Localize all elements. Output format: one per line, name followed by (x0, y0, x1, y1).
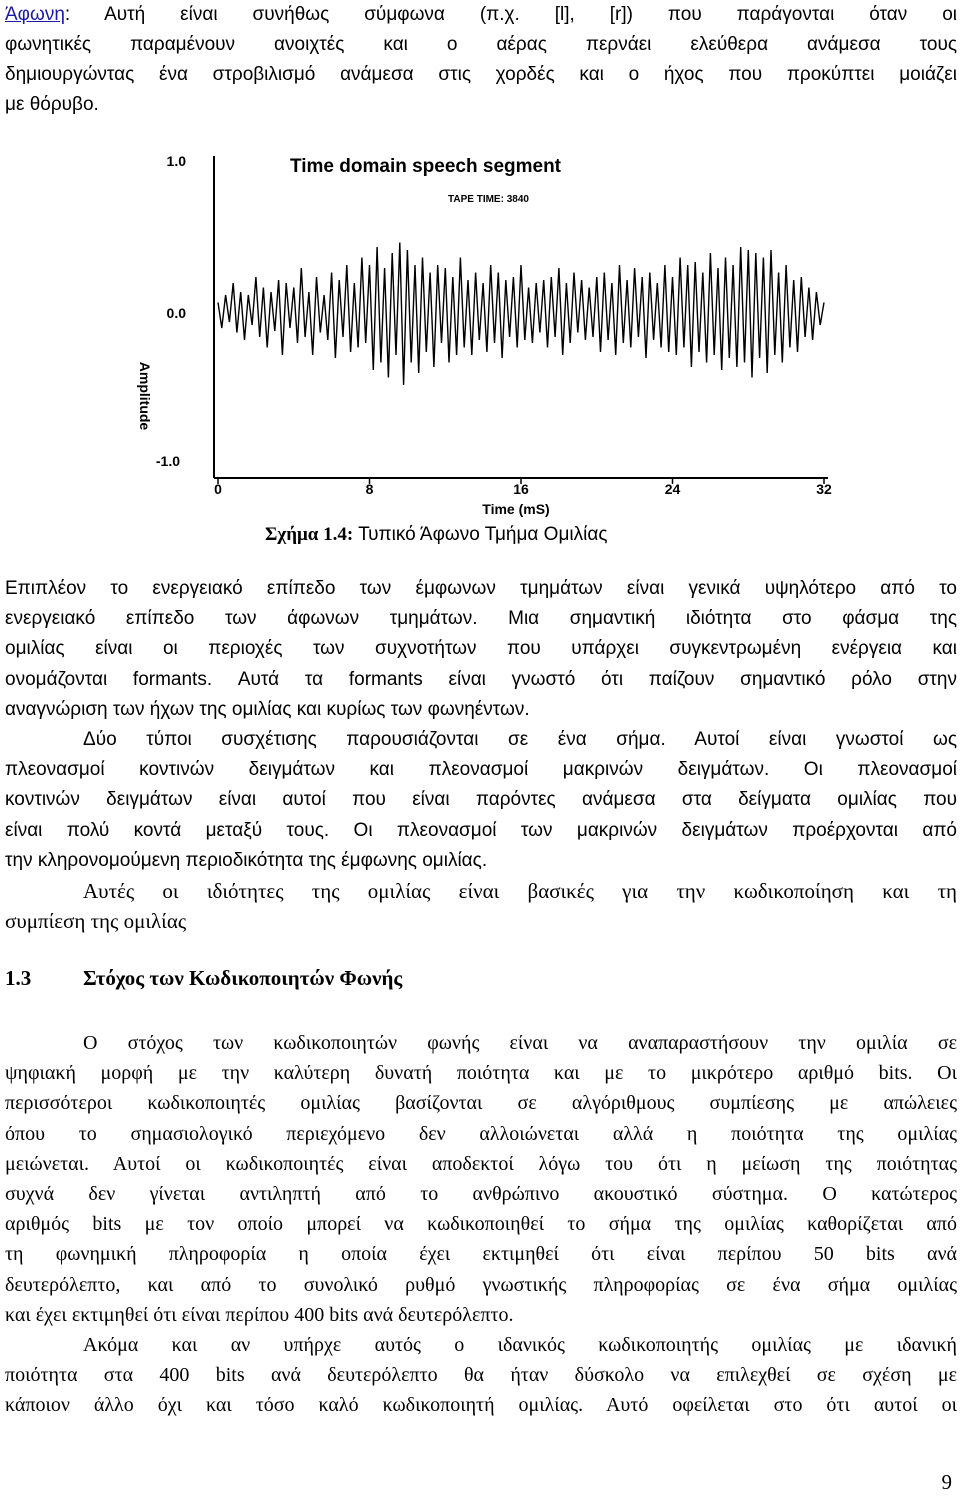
intro-paragraph (5, 0, 957, 120)
caption-label: Σχήμα 1.4: (265, 524, 354, 545)
p3-line: ποιότητα στα 400 bits ανά δευτερόλεπτο θα ήταν δύσκολο να επιλεχθεί σε σχέση με (5, 1364, 957, 1387)
x-tick-label: 32 (816, 481, 832, 497)
intro-line-1 (5, 0, 957, 30)
x-tick-label: 0 (214, 481, 222, 497)
body-paragraph-2 (5, 574, 957, 936)
section-title: Στόχος των Κωδικοποιητών Φωνής (83, 966, 403, 990)
p3-line: τη φωνημική πληροφορία η οποία έχει εκτιμηθεί ότι είναι περίπου 50 bits ανά (5, 1243, 957, 1266)
chart-title: Time domain speech segment (290, 156, 562, 177)
p2-line: Επιπλέον το ενεργειακό επίπεδο των έμφωνων τμημάτων είναι γενικά υψηλότερο από το (5, 578, 957, 599)
section-heading (5, 966, 402, 991)
x-tick-label: 16 (513, 481, 529, 497)
intro-line-1-text: : Αυτή είναι συνήθως σύμφωνα (π.χ. [l], [r]) που παράγονται όταν οι (64, 4, 957, 25)
page-number: 9 (941, 1470, 952, 1494)
p3-line: ψηφιακή μορφή με την καλύτερη δυνατή ποιότητα και με το μικρότερο αριθμό bits. Οι (5, 1062, 957, 1085)
x-axis-label: Time (mS) (482, 501, 550, 517)
p2-line: πλεονασμοί κοντινών δειγμάτων και πλεονασμοί μακρινών δειγμάτων. Οι πλεονασμοί (5, 759, 957, 781)
p2-line: ενεργειακό επίπεδο των άφωνων τμημάτων. Μια σημαντική ιδιότητα στο φάσμα της (5, 608, 957, 630)
p3-line: αριθμός bits με τον οποίο μπορεί να κωδικοποιηθεί το σήμα της ομιλίας καθορίζεται από (5, 1213, 957, 1236)
p3-line: δευτερόλεπτο, και από το συνολικό ρυθμό γνωστικής πληροφορίας σε ένα σήμα ομιλίας (5, 1273, 957, 1296)
y-tick-label: 0.0 (166, 305, 186, 321)
p2-line: είναι πολύ κοντά μεταξύ τους. Οι πλεονασμοί των μακρινών δειγμάτων προέρχονται από (5, 819, 957, 841)
speech-waveform-chart (118, 148, 848, 520)
p2-line: αναγνώριση των ήχων της ομιλίας και κυρίως των φωνηέντων. (5, 698, 530, 720)
y-tick-label: 1.0 (166, 153, 186, 169)
p3-line: όπου το σημασιολογικό περιεχόμενο δεν αλλοιώνεται αλλά η ποιότητα της ομιλίας (5, 1122, 957, 1145)
waveform-line (218, 243, 824, 386)
x-tick-label: 24 (664, 481, 681, 497)
x-ticks (214, 478, 832, 497)
p3-line: κάποιον άλλο όχι και τόσο καλό κωδικοποιητή ομιλίας. Αυτό οφείλεται στο ότι αυτοί οι (5, 1394, 957, 1417)
intro-line-4: με θόρυβο. (5, 94, 99, 115)
unvoiced-link[interactable]: Άφωνη (5, 4, 65, 25)
caption-text: Τυπικό Άφωνο Τμήμα Ομιλίας (353, 524, 608, 545)
p2-line: κοντινών δειγμάτων είναι αυτοί που είναι παρόντες ανάμεσα στα δείγματα ομιλίας που (5, 789, 957, 811)
p3-line: συχνά δεν γίνεται αντιληπτή από το ανθρώπινο ακουστικό σύστημα. Ο κατώτερος (5, 1182, 957, 1205)
y-tick-label: -1.0 (155, 453, 180, 469)
p3-line: και έχει εκτιμηθεί ότι είναι περίπου 400 bits ανά δευτερόλεπτο. (5, 1303, 514, 1326)
p2-line: την κληρονομούμενη περιοδικότητα της έμφωνης ομιλίας. (5, 849, 488, 871)
p2-line: συμπίεση της ομιλίας (5, 909, 187, 934)
figure-caption (265, 520, 608, 550)
p2-line: Αυτές οι ιδιότητες της ομιλίας είναι βασικές για την κωδικοποίηση και τη (83, 878, 957, 903)
p3-line: Ακόμα και αν υπήρχε αυτός ο ιδανικός κωδικοποιητής ομιλίας με ιδανική (83, 1333, 957, 1356)
p3-line: μειώνεται. Αυτοί οι κωδικοποιητές είναι αποδεκτοί λόγω του ότι η μείωση της ποιότητας (5, 1152, 957, 1175)
p2-line: Δύο τύποι συσχέτισης παρουσιάζονται σε ένα σήμα. Αυτοί είναι γνωστοί ως (83, 728, 957, 750)
p3-line: περισσότεροι κωδικοποιητές ομιλίας βασίζονται σε αλγόριθμους συμπίεσης με απώλειες (5, 1092, 957, 1115)
p3-line: Ο στόχος των κωδικοποιητών φωνής είναι να αναπαραστήσουν την ομιλία σε (83, 1032, 957, 1054)
chart-subtitle: TAPE TIME: 3840 (448, 194, 529, 205)
p2-line: ομιλίας είναι οι περιοχές των συχνοτήτων που υπάρχει συγκεντρωμένη ενέργεια και (5, 638, 957, 660)
x-tick-label: 8 (365, 481, 374, 497)
intro-line-2: φωνητικές παραμένουν ανοιχτές και ο αέρας περνάει ελεύθερα ανάμεσα τους (5, 34, 957, 55)
section-number: 1.3 (5, 966, 32, 990)
intro-line-3: δημιουργώντας ένα στροβιλισμό ανάμεσα στις χορδές και ο ήχος που προκύπτει μοιάζει (5, 64, 957, 85)
y-axis-label: Amplitude (137, 361, 153, 431)
body-paragraph-3 (5, 1028, 957, 1420)
p2-line: ονομάζονται formants. Αυτά τα formants είναι γνωστό ότι παίζουν σημαντικό ρόλο στην (5, 668, 957, 690)
